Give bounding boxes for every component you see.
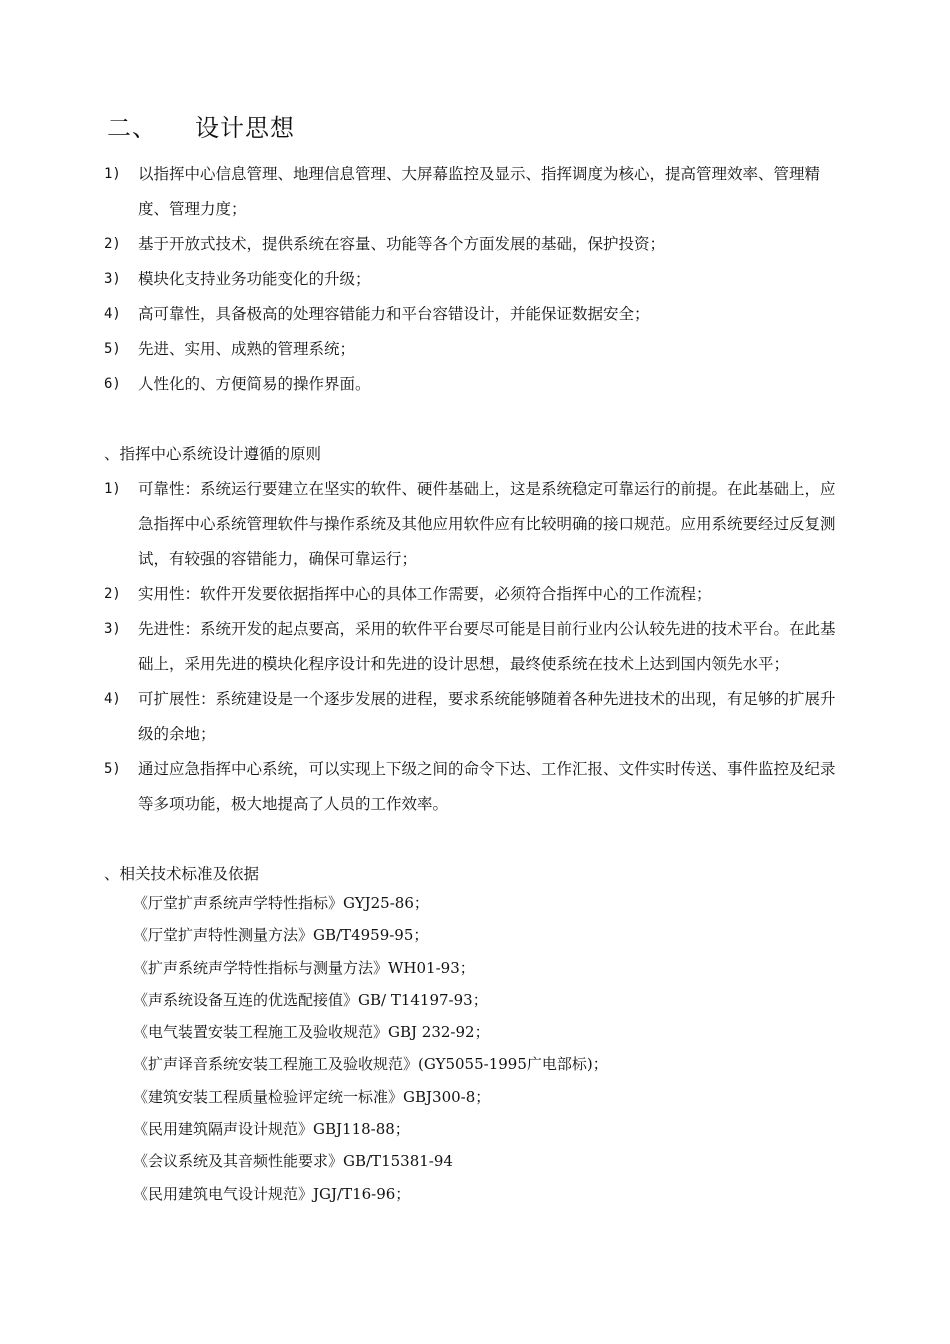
item-number: 5) [104, 341, 121, 357]
item-text: 人性化的、方便简易的操作界面。 [138, 375, 371, 393]
item-number: 6) [104, 376, 121, 392]
list-item [104, 682, 849, 752]
list-item [104, 157, 849, 227]
item-text: 先进、实用、成熟的管理系统； [138, 340, 356, 358]
list-item [104, 367, 849, 402]
item-number: 2) [104, 236, 121, 252]
item-number: 3) [104, 621, 121, 637]
standard-item: 《民用建筑电气设计规范》JGJ/T16-96； [133, 1184, 411, 1203]
standard-item: 《会议系统及其音频性能要求》GB/T15381-94 [133, 1152, 453, 1171]
design-ideas-list [104, 157, 849, 402]
item-number: 4) [104, 306, 121, 322]
standard-item: 《扩声译音系统安装工程施工及验收规范》(GY5055-1995广电部标)； [133, 1055, 608, 1074]
list-item [104, 612, 849, 682]
standard-item: 《建筑安装工程质量检验评定统一标准》GBJ300-8； [133, 1087, 491, 1106]
standard-item: 《厅堂扩声特性测量方法》GB/T4959-95； [133, 926, 429, 945]
standard-item: 《民用建筑隔声设计规范》GBJ118-88； [133, 1120, 410, 1139]
item-text: 先进性：系统开发的起点要高，采用的软件平台要尽可能是目前行业内公认较先进的技术平台。在此基础上，采用先进的模块化程序设计和先进的设计思想，最终使系统在技术上达到国内领先水平； [138, 620, 836, 673]
item-text: 以指挥中心信息管理、地理信息管理、大屏幕监控及显示、指挥调度为核心，提高管理效率、管理精度、管理力度； [138, 165, 821, 218]
standards-list [133, 887, 608, 1210]
item-text: 基于开放式技术，提供系统在容量、功能等各个方面发展的基础，保护投资； [138, 235, 666, 253]
standards-heading: 、相关技术标准及依据 [104, 865, 260, 883]
item-text: 高可靠性，具备极高的处理容错能力和平台容错设计，并能保证数据安全； [138, 305, 650, 323]
item-number: 2) [104, 586, 121, 602]
item-text: 模块化支持业务功能变化的升级； [138, 270, 371, 288]
standard-item: 《扩声系统声学特性指标与测量方法》WH01-93； [133, 958, 475, 977]
section-title: 设计思想 [195, 114, 295, 142]
list-item [104, 227, 849, 262]
list-item [104, 472, 849, 577]
item-text: 可扩展性：系统建设是一个逐步发展的进程，要求系统能够随着各种先进技术的出现，有足够的扩展升级的余地； [138, 690, 836, 743]
standard-item: 《电气装置安装工程施工及验收规范》GBJ 232-92； [133, 1023, 490, 1042]
section-number: 二、 [107, 114, 157, 142]
item-text: 可靠性：系统运行要建立在坚实的软件、硬件基础上，这是系统稳定可靠运行的前提。在此基础上，应急指挥中心系统管理软件与操作系统及其他应用软件应有比较明确的接口规范。应用系统要经过反复测试，有较强的容错能力，确保可靠运行； [138, 480, 836, 568]
item-number: 3) [104, 271, 121, 287]
list-item [104, 752, 849, 822]
standard-item: 《声系统设备互连的优选配接值》GB/ T14197-93； [133, 990, 488, 1009]
item-number: 1) [104, 481, 121, 497]
list-item [104, 262, 849, 297]
principles-list [104, 472, 849, 822]
item-number: 5) [104, 761, 121, 777]
principles-heading: 、指挥中心系统设计遵循的原则 [104, 445, 322, 463]
section-heading [107, 112, 295, 144]
item-number: 4) [104, 691, 121, 707]
list-item [104, 332, 849, 367]
list-item [104, 577, 849, 612]
item-number: 1) [104, 166, 121, 182]
item-text: 实用性：软件开发要依据指挥中心的具体工作需要，必须符合指挥中心的工作流程； [138, 585, 712, 603]
standard-item: 《厅堂扩声系统声学特性指标》GYJ25-86； [133, 894, 429, 912]
list-item [104, 297, 849, 332]
item-text: 通过应急指挥中心系统，可以实现上下级之间的命令下达、工作汇报、文件实时传送、事件监控及纪录等多项功能，极大地提高了人员的工作效率。 [138, 760, 836, 813]
